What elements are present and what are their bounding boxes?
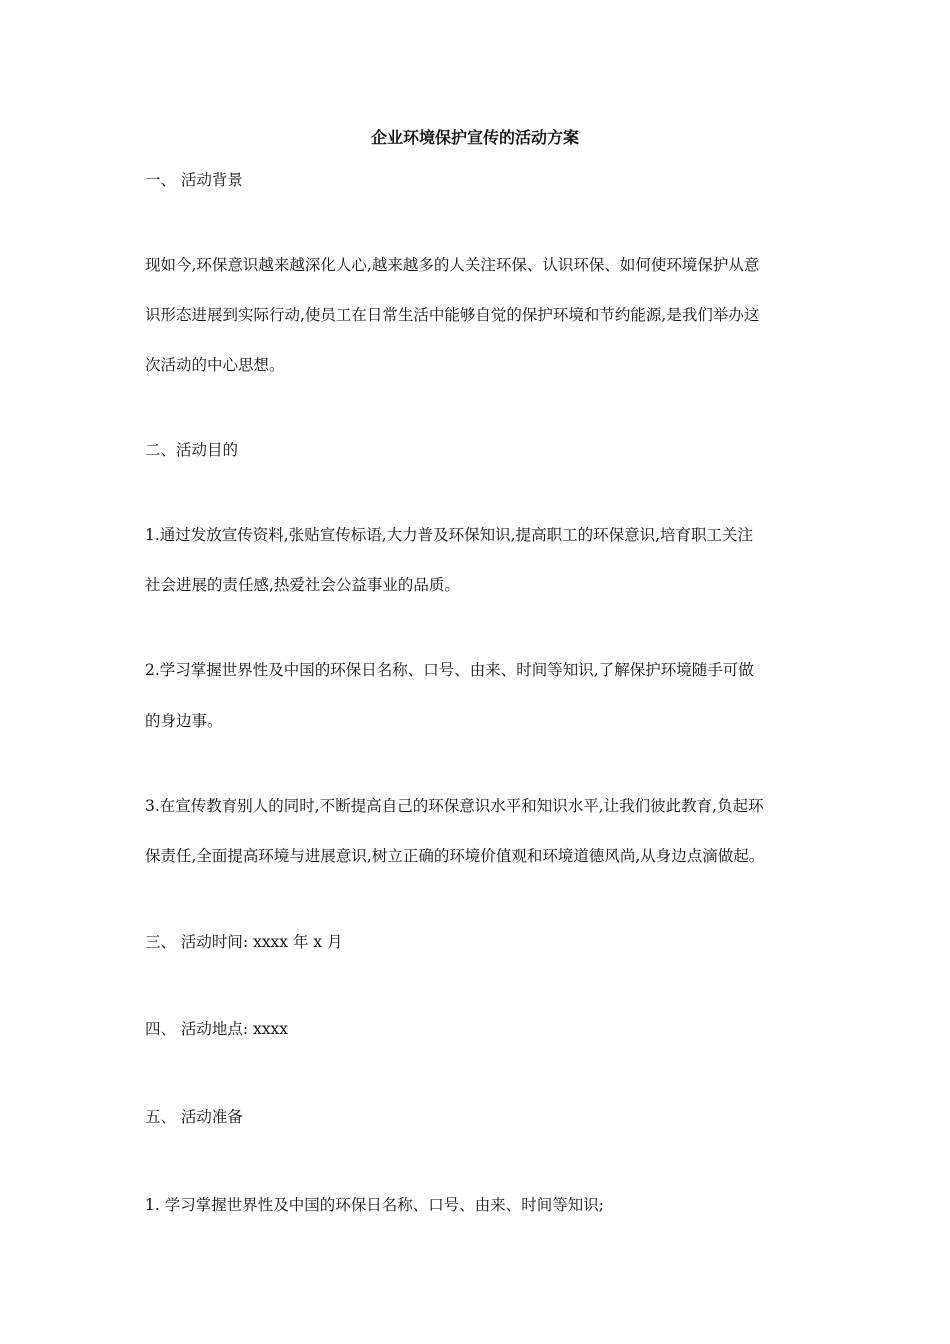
section-heading-preparation: 五、 活动准备 <box>145 1108 243 1126</box>
background-paragraph-line-1: 现如今,环保意识越来越深化人心,越来越多的人关注环保、认识环保、如何使环境保护从意 <box>145 256 760 274</box>
goal-1-line-1: 1.通过发放宣传资料,张贴宣传标语,大力普及环保知识,提高职工的环保意识,培育职工关注 <box>145 526 753 544</box>
section-heading-location: 四、 活动地点: xxxx <box>145 1020 289 1038</box>
section-heading-purpose: 二、活动目的 <box>145 441 239 459</box>
section-heading-background: 一、 活动背景 <box>145 171 243 189</box>
goal-1-line-2: 社会进展的责任感,热爱社会公益事业的品质。 <box>145 576 460 594</box>
document-title: 企业环境保护宣传的活动方案 <box>370 128 579 147</box>
goal-3-line-2: 保责任,全面提高环境与进展意识,树立正确的环境价值观和环境道德风尚,从身边点滴做起。 <box>145 847 765 865</box>
goal-2-line-1: 2.学习掌握世界性及中国的环保日名称、口号、由来、时间等知识,了解保护环境随手可做 <box>145 661 754 679</box>
preparation-item-1: 1. 学习掌握世界性及中国的环保日名称、口号、由来、时间等知识; <box>145 1196 604 1214</box>
background-paragraph-line-3: 次活动的中心思想。 <box>145 356 285 374</box>
goal-3-line-1: 3.在宣传教育别人的同时,不断提高自己的环保意识水平和知识水平,让我们彼此教育,负起环 <box>145 797 764 815</box>
goal-2-line-2: 的身边事。 <box>145 712 223 730</box>
section-heading-time: 三、 活动时间: xxxx 年 x 月 <box>145 933 343 951</box>
background-paragraph-line-2: 识形态进展到实际行动,使员工在日常生活中能够自觉的保护环境和节约能源,是我们举办这 <box>145 306 760 324</box>
